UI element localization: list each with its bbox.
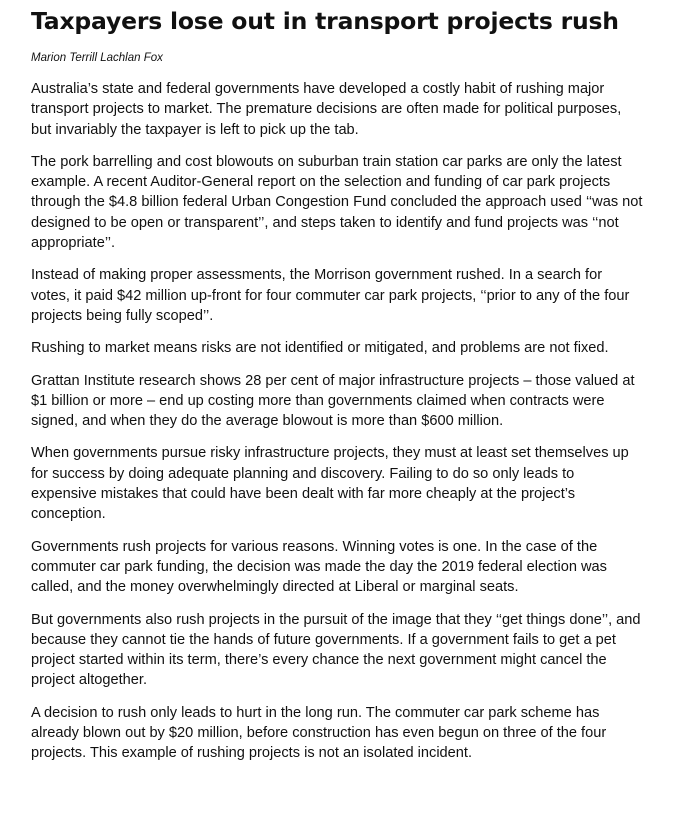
article-paragraph: But governments also rush projects in the pursuit of the image that they ‘‘get things done’’, and because they cannot tie the hands of future governments. If a government fails to get a pet project started within its term, there’s every chance the next government might cancel the project altogether. bbox=[31, 611, 641, 689]
article-paragraph: When governments pursue risky infrastructure projects, they must at least set themselves up for success by doing adequate planning and discovery. Failing to do so only leads to expensive mistakes that could have been dealt with far more cheaply at the project’s conception. bbox=[31, 445, 629, 523]
article-byline: Marion Terrill Lachlan Fox bbox=[31, 52, 163, 64]
article-paragraph: Grattan Institute research shows 28 per cent of major infrastructure projects – those valued at $1 billion or more – end up costing more than governments claimed when contracts were signed, and when they do the average blowout is more than $600 million. bbox=[31, 372, 635, 430]
article-paragraph: The pork barrelling and cost blowouts on suburban train station car parks are only the latest example. A recent Auditor-General report on the selection and funding of car park projects through the $4.8 billion federal Urban Congestion Fund concluded the approach used ‘‘was not designed to be open or transparent’’, and steps taken to identify and fund projects was ‘‘not appropriate’’. bbox=[31, 153, 643, 252]
article-body bbox=[31, 79, 644, 764]
article-paragraph: A decision to rush only leads to hurt in the long run. The commuter car park scheme has already blown out by $20 million, before construction has even begun on three of the four projects. This example of rushing projects is not an isolated incident. bbox=[31, 704, 607, 762]
article-paragraph: Governments rush projects for various reasons. Winning votes is one. In the case of the commuter car park funding, the decision was made the day the 2019 federal election was called, and the money overwhelmingly directed at Liberal or marginal seats. bbox=[31, 538, 607, 596]
article-paragraph: Australia’s state and federal governments have developed a costly habit of rushing major transport projects to market. The premature decisions are often made for political purposes, but invariably the taxpayer is left to pick up the tab. bbox=[31, 81, 622, 138]
article-paragraph: Instead of making proper assessments, the Morrison government rushed. In a search for votes, it paid $42 million up-front for four commuter car park projects, ‘‘prior to any of the four projects being fully scoped’’. bbox=[31, 267, 630, 324]
article-paragraph: Rushing to market means risks are not identified or mitigated, and problems are not fixed. bbox=[31, 340, 609, 357]
article-headline: Taxpayers lose out in transport projects rush bbox=[31, 7, 619, 35]
